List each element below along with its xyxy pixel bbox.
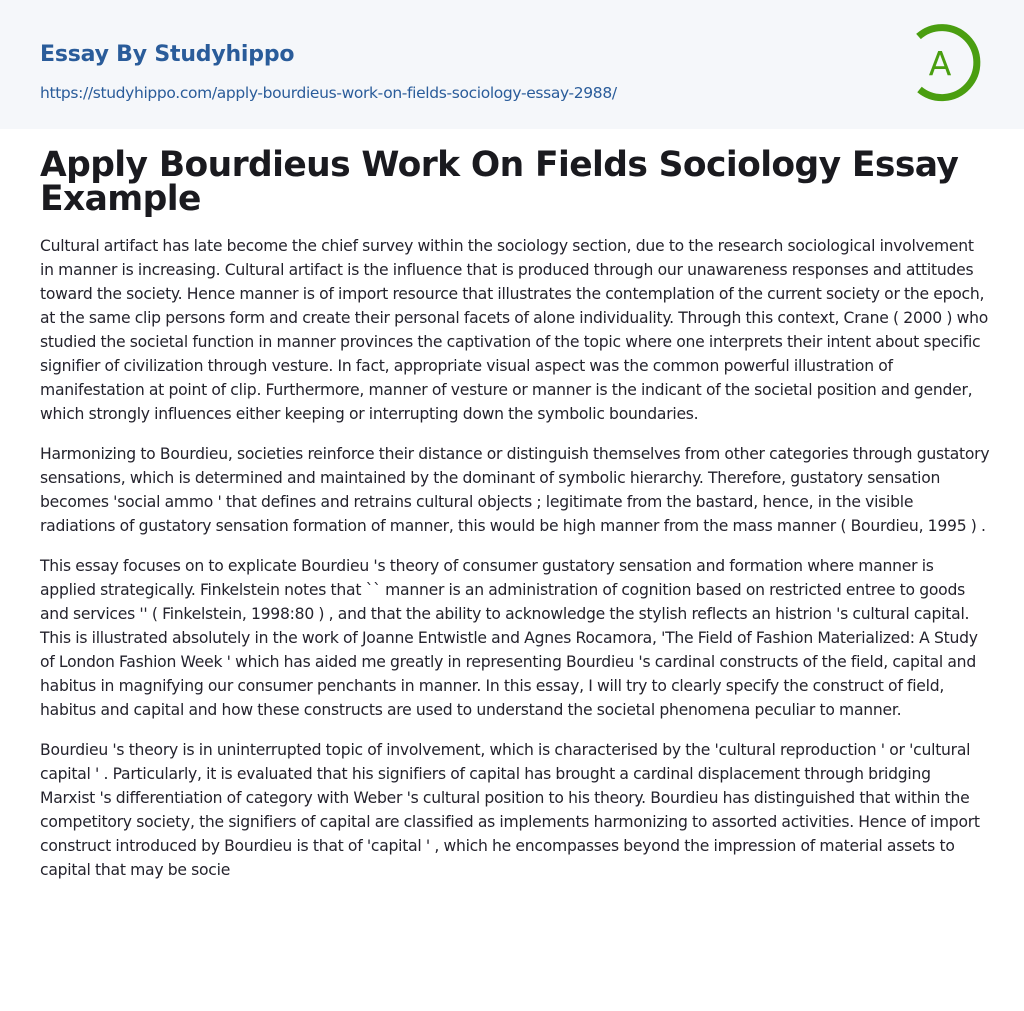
article-body <box>40 234 990 898</box>
article-paragraph: Harmonizing to Bourdieu, societies reinforce their distance or distinguish themselves from other categories through gustatory sensations, which is determined and maintained by the dominant of symbolic hierarchy. Therefore, gustatory sensation becomes 'social ammo ' that defines and retrains cultural objects ; legitimate from the bastard, hence, in the visible radiations of gustatory sensation formation of manner, this would be high manner from the mass manner ( Bourdieu, 1995 ) . <box>40 445 990 535</box>
logo-letter: A <box>928 44 952 83</box>
article-title: Apply Bourdieus Work On Fields Sociology Essay Example <box>40 145 959 219</box>
article-paragraph: Bourdieu 's theory is in uninterrupted topic of involvement, which is characterised by the 'cultural reproduction ' or 'cultural capital ' . Particularly, it is evaluated that his signifiers of capital has brought a cardinal displacement through bridging Marxist 's differentiation of category with Weber 's cultural position to his theory. Bourdieu has distinguished that within the competitory society, the signifiers of capital are classified as implements harmonizing to assorted activities. Hence of import construct introduced by Bourdieu is that of 'capital ' , which he encompasses beyond the impression of material assets to capital that may be socie <box>40 741 980 879</box>
article-url-link[interactable]: https://studyhippo.com/apply-bourdieus-work-on-fields-sociology-essay-2988/ <box>40 84 617 102</box>
article-paragraph: This essay focuses on to explicate Bourdieu 's theory of consumer gustatory sensation and formation where manner is applied strategically. Finkelstein notes that `` manner is an administration of cognition based on restricted entree to goods and services '' ( Finkelstein, 1998:80 ) , and that the ability to acknowledge the stylish reflects an histrion 's cultural capital. This is illustrated absolutely in the work of Joanne Entwistle and Agnes Rocamora, 'The Field of Fashion Materialized: A Study of London Fashion Week ' which has aided me greatly in representing Bourdieu 's cardinal constructs of the field, capital and habitus in magnifying our consumer penchants in manner. In this essay, I will try to clearly specify the construct of field, habitus and capital and how these constructs are used to understand the societal phenomena peculiar to manner. <box>40 557 978 719</box>
site-brand[interactable]: Essay By Studyhippo <box>40 42 295 67</box>
article-paragraph: Cultural artifact has late become the chief survey within the sociology section, due to the research sociological involvement in manner is increasing. Cultural artifact is the influence that is produced through our unawareness responses and attitudes toward the society. Hence manner is of import resource that illustrates the contemplation of the current society or the epoch, at the same clip persons form and create their personal facets of alone individuality. Through this context, Crane ( 2000 ) who studied the societal function in manner provinces the captivation of the topic where one interprets their intent about specific signifier of civilization through vesture. In fact, appropriate visual aspect was the common powerful illustration of manifestation at point of clip. Furthermore, manner of vesture or manner is the indicant of the societal position and gender, which strongly influences either keeping or interrupting down the symbolic boundaries. <box>40 237 989 423</box>
